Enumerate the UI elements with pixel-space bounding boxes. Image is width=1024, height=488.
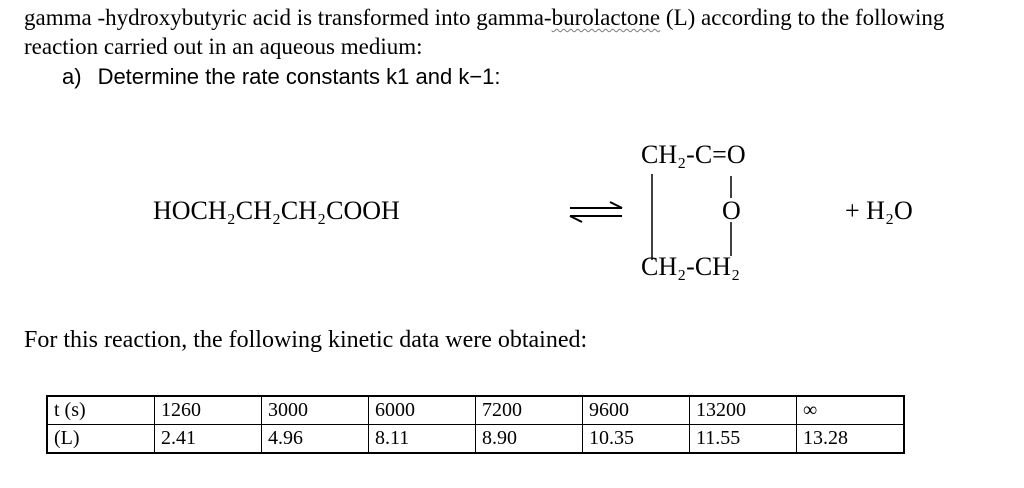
water-product: + H₂O bbox=[845, 196, 913, 225]
table-header-concentration: (L) bbox=[47, 425, 155, 454]
lactone-bottom-group: CH₂-CH₂ bbox=[641, 252, 741, 281]
kinetic-data-intro: For this reaction, the following kinetic data were obtained: bbox=[24, 327, 588, 353]
table-cell: 6000 bbox=[369, 396, 476, 425]
table-cell: 10.35 bbox=[583, 425, 690, 454]
table-cell: ∞ bbox=[797, 396, 905, 425]
table-cell: 8.11 bbox=[369, 425, 476, 454]
part-a-label: a) bbox=[62, 64, 82, 89]
question-intro bbox=[24, 3, 1004, 61]
table-cell: 7200 bbox=[476, 396, 583, 425]
table-cell: 1260 bbox=[155, 396, 262, 425]
table-cell: 8.90 bbox=[476, 425, 583, 454]
intro-text-start: gamma -hydroxybutyric acid is transformed into gamma- bbox=[24, 5, 552, 30]
spellcheck-word-burolactone: burolactone bbox=[551, 5, 661, 30]
reactant-formula: HOCH₂CH₂CH₂COOH bbox=[153, 196, 400, 225]
table-cell: 4.96 bbox=[262, 425, 369, 454]
table-cell: 13200 bbox=[690, 396, 797, 425]
part-a-text: Determine the rate constants k1 and k−1: bbox=[97, 64, 501, 89]
table-header-time: t (s) bbox=[47, 396, 155, 425]
table-cell: 2.41 bbox=[155, 425, 262, 454]
table-cell: 9600 bbox=[583, 396, 690, 425]
table-cell: 13.28 bbox=[797, 425, 905, 454]
lactone-top-group: CH₂-C=O bbox=[641, 140, 746, 169]
table-row-concentration bbox=[47, 425, 904, 454]
part-a-question bbox=[62, 63, 501, 91]
kinetic-data-table bbox=[46, 395, 905, 454]
table-cell: 3000 bbox=[262, 396, 369, 425]
lactone-ring-oxygen: O bbox=[722, 196, 741, 225]
table-row-time bbox=[47, 396, 904, 425]
table-cell: 11.55 bbox=[690, 425, 797, 454]
equilibrium-arrow-icon bbox=[566, 200, 626, 224]
intro-text-end: (L) according to the following reaction carried out in an aqueous medium: bbox=[24, 5, 945, 59]
